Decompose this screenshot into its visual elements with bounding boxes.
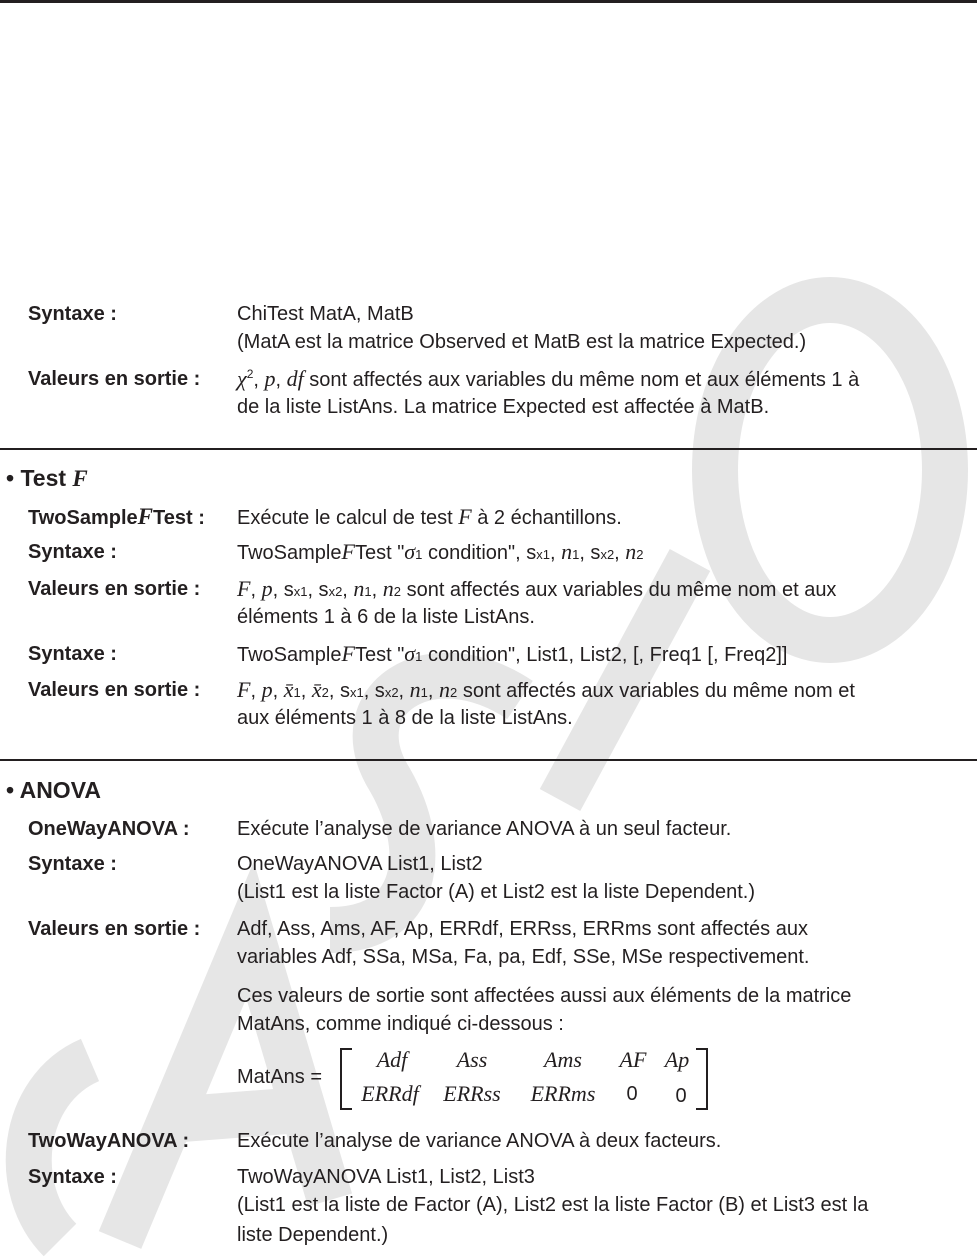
- matrix-cell: 0: [675, 1085, 687, 1107]
- text-segment: TwoWayANOVA List1, List2, List3: [237, 1166, 535, 1188]
- text-segment: ,: [371, 579, 383, 601]
- text-segment: F: [237, 576, 251, 601]
- text-segment: Exécute l’analyse de variance ANOVA à un seul facteur.: [237, 818, 732, 840]
- left-bracket: [340, 1048, 352, 1110]
- oneway-output: [237, 945, 810, 969]
- text-segment: 2: [636, 547, 644, 562]
- text-segment: 1: [420, 685, 428, 700]
- matrix-cell: ERRms: [530, 1081, 596, 1106]
- text-segment: Ces valeurs de sortie sont affectées aussi aux éléments de la matrice: [237, 985, 852, 1007]
- text-segment: condition", List1, List2, [, Freq1 [, Freq2]]: [422, 644, 788, 666]
- syntax-label: Syntaxe :: [28, 303, 117, 325]
- command-label-onewayanova: OneWayANOVA :: [28, 818, 190, 840]
- text-segment: aux éléments 1 à 8 de la liste ListAns.: [237, 707, 573, 729]
- text-segment: sont affectés aux variables du même nom et aux éléments 1 à: [303, 369, 860, 391]
- text-segment: n: [353, 576, 365, 601]
- text-segment: , s: [307, 579, 329, 601]
- text-segment: Adf, Ass, Ams, AF, Ap, ERRdf, ERRss, ERRms sont affectés aux: [237, 918, 808, 940]
- text-segment: ,: [549, 542, 562, 564]
- oneway-output: [237, 984, 851, 1008]
- matrix-cell: ERRss: [443, 1081, 501, 1106]
- text-segment: ,: [342, 579, 354, 601]
- text-segment: (List1 est la liste de Factor (A), List2 est la liste Factor (B) et List3 est la: [237, 1194, 869, 1216]
- text-segment: de la liste ListAns. La matrice Expected est affectée à MatB.: [237, 396, 770, 418]
- text-segment: p: [261, 576, 273, 601]
- matrix-cell: AF: [619, 1047, 647, 1072]
- text-segment: p: [261, 677, 273, 702]
- text-segment: Exécute l’analyse de variance ANOVA à deux facteurs.: [237, 1130, 722, 1152]
- matrix-cell: ERRdf: [361, 1081, 419, 1106]
- section-heading-ftest: [6, 465, 88, 492]
- ftest-syntax-1: [237, 540, 644, 567]
- ftest-output-2: [237, 678, 855, 705]
- text-segment: ,: [275, 369, 287, 391]
- text-segment: F: [458, 504, 472, 529]
- text-segment: 1: [415, 547, 423, 562]
- text-segment: , s: [363, 680, 385, 702]
- text-segment: Exécute le calcul de test: [237, 507, 459, 529]
- matrix-cell: 0: [626, 1083, 638, 1105]
- text-segment: x2: [328, 584, 343, 599]
- text-segment: χ: [237, 366, 247, 391]
- text-segment: 2: [246, 367, 254, 381]
- text-segment: ,: [272, 680, 284, 702]
- text-segment: ,: [250, 680, 262, 702]
- text-segment: F: [341, 641, 355, 666]
- chitest-output-line: [237, 367, 859, 392]
- command-label-twosampleftest: [28, 505, 205, 530]
- text-segment: , s: [579, 542, 601, 564]
- text-segment: x1: [536, 547, 550, 562]
- text-segment: 1: [364, 584, 372, 599]
- syntax-label: Syntaxe :: [28, 1166, 117, 1188]
- text-segment: n: [439, 677, 451, 702]
- ftest-output-1: [237, 605, 535, 629]
- heading-var: F: [72, 466, 88, 491]
- ftest-syntax-2: [237, 642, 787, 669]
- text-segment: 2: [393, 584, 402, 599]
- output-label: Valeurs en sortie :: [28, 578, 201, 600]
- text-segment: OneWayANOVA List1, List2: [237, 853, 483, 875]
- text-segment: MatAns, comme indiqué ci-dessous :: [237, 1013, 564, 1035]
- matans-matrix: [340, 1048, 708, 1108]
- text-segment: F: [237, 677, 251, 702]
- text-segment: σ: [404, 641, 416, 666]
- oneway-output: [237, 1012, 564, 1036]
- text-segment: ,: [614, 542, 626, 564]
- section-heading-anova: • ANOVA: [6, 777, 101, 803]
- text-segment: (MatA est la matrice Observed et MatB est la matrice Expected.): [237, 331, 807, 353]
- ftest-description: [237, 505, 622, 530]
- syntax-label: Syntaxe :: [28, 541, 117, 563]
- text-segment: x̄: [283, 677, 294, 702]
- syntax-label: Syntaxe :: [28, 643, 117, 665]
- label-part: Test :: [153, 507, 205, 529]
- text-segment: , s: [272, 579, 294, 601]
- command-label-twowayanova: TwoWayANOVA :: [28, 1130, 190, 1152]
- text-segment: F: [341, 539, 355, 564]
- text-segment: ChiTest MatA, MatB: [237, 303, 414, 325]
- text-segment: 1: [293, 685, 301, 700]
- text-segment: n: [625, 539, 637, 564]
- text-segment: à 2 échantillons.: [471, 507, 622, 529]
- output-label: Valeurs en sortie :: [28, 918, 201, 940]
- twoway-description: [237, 1129, 721, 1153]
- matrix-cell: Adf: [376, 1047, 408, 1072]
- text-segment: (List1 est la liste Factor (A) et List2 est la liste Dependent.): [237, 881, 755, 903]
- text-segment: liste Dependent.): [237, 1224, 389, 1246]
- matrix-cell: Ams: [544, 1047, 582, 1072]
- text-segment: n: [382, 576, 394, 601]
- output-label: Valeurs en sortie :: [28, 679, 201, 701]
- ftest-output-2: [237, 706, 573, 730]
- text-segment: éléments 1 à 6 de la liste ListAns.: [237, 606, 535, 628]
- text-segment: σ: [404, 539, 416, 564]
- text-segment: n: [561, 539, 573, 564]
- text-segment: 2: [450, 685, 458, 700]
- oneway-output: [237, 917, 808, 941]
- text-segment: , s: [328, 680, 350, 702]
- output-label: Valeurs en sortie :: [28, 368, 201, 390]
- text-segment: x2: [600, 547, 615, 562]
- text-segment: TwoSample: [237, 542, 342, 564]
- text-segment: p: [264, 366, 276, 391]
- text-segment: 1: [415, 649, 423, 664]
- text-segment: x1: [293, 584, 308, 599]
- text-segment: sont affectés aux variables du même nom et: [457, 680, 855, 702]
- matrix-cell: Ap: [664, 1047, 690, 1072]
- syntax-label: Syntaxe :: [28, 853, 117, 875]
- text-segment: ,: [250, 579, 262, 601]
- text-segment: ,: [427, 680, 440, 702]
- text-segment: 2: [321, 685, 329, 700]
- label-part: TwoSample: [28, 507, 138, 529]
- text-segment: variables Adf, SSa, MSa, Fa, pa, Edf, SSe, MSe respectivement.: [237, 946, 810, 968]
- matrix-cell: Ass: [456, 1047, 488, 1072]
- text-segment: n: [409, 677, 421, 702]
- section-divider: [0, 448, 977, 450]
- text-segment: ,: [300, 680, 312, 702]
- label-var: F: [137, 504, 153, 529]
- text-segment: x2: [384, 685, 399, 700]
- text-segment: condition", s: [422, 542, 537, 564]
- text-segment: ,: [398, 680, 410, 702]
- oneway-description: [237, 817, 731, 841]
- chitest-syntax-line: [237, 302, 414, 326]
- text-segment: ,: [253, 369, 265, 391]
- section-divider: [0, 759, 977, 761]
- oneway-syntax: [237, 852, 483, 876]
- ftest-output-1: [237, 577, 836, 604]
- text-segment: Test ": [354, 644, 405, 666]
- oneway-syntax-note: [237, 880, 755, 904]
- chitest-syntax-note: [237, 330, 806, 354]
- heading-text: • Test: [6, 465, 73, 491]
- twoway-syntax-note: [237, 1223, 388, 1247]
- twoway-syntax-note: [237, 1193, 868, 1217]
- text-segment: 1: [572, 547, 580, 562]
- text-segment: Test ": [354, 542, 405, 564]
- chitest-output-line: [237, 395, 769, 419]
- text-segment: x̄: [311, 677, 322, 702]
- text-segment: TwoSample: [237, 644, 342, 666]
- top-rule: [0, 0, 977, 3]
- text-segment: df: [286, 366, 304, 391]
- text-segment: x1: [349, 685, 364, 700]
- twoway-syntax: [237, 1165, 535, 1189]
- right-bracket: [696, 1048, 708, 1110]
- text-segment: sont affectés aux variables du même nom et aux: [401, 579, 837, 601]
- matans-label: MatAns =: [237, 1066, 323, 1088]
